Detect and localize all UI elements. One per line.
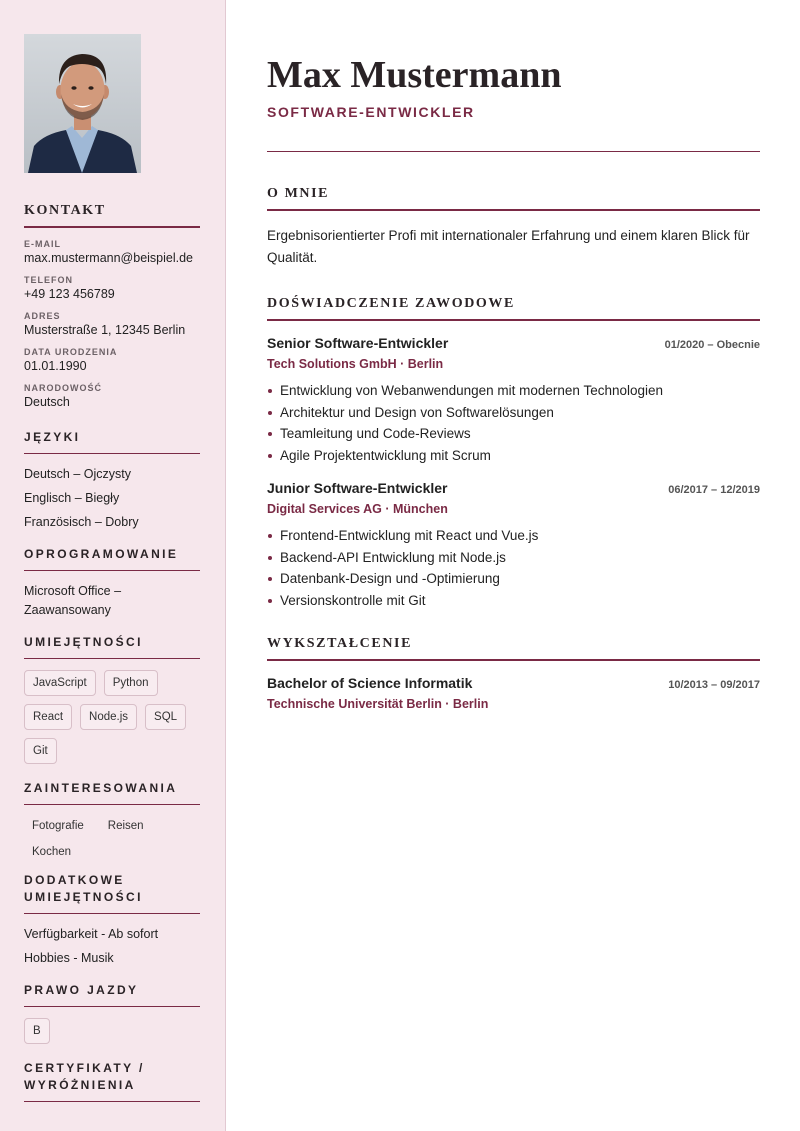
language-item: Deutsch – Ojczysty [24,467,131,481]
entry-bullets [267,380,760,466]
education-entry [267,675,760,711]
contact-label: TELEFON [24,275,73,285]
contact-label: ADRES [24,311,61,321]
bullet-item: Agile Projektentwicklung mit Scrum [267,445,760,467]
skill-tag: Git [24,738,57,764]
interest-item: Fotografie [32,820,84,832]
experience-entry [267,480,760,611]
software-heading: OPROGRAMOWANIE [24,546,200,571]
entry-header [267,675,760,691]
experience-section [267,296,760,611]
experience-heading: DOŚWIADCZENIE ZAWODOWE [267,296,760,321]
about-heading: O MNIE [267,186,760,211]
contact-value: max.mustermann@beispiel.de [24,251,194,265]
contact-label: E-MAIL [24,239,61,249]
interests-section [24,780,200,858]
entry-title: Junior Software-Entwickler [267,480,448,496]
bullet-item: Backend-API Entwicklung mit Node.js [267,547,760,569]
certificates-section [24,1060,200,1102]
profile-name: Max Mustermann [267,54,562,96]
interest-item: Reisen [107,820,144,832]
profile-photo [24,34,141,173]
contact-item-address [24,311,200,337]
contact-value: 01.01.1990 [24,359,87,373]
bullet-item: Architektur und Design von Softwarelösungen [267,402,760,424]
bullet-item: Entwicklung von Webanwendungen mit modernen Technologien [267,380,760,402]
entry-date: 10/2013 – 09/2017 [668,679,760,691]
contact-section [24,203,200,409]
contact-heading: KONTAKT [24,203,200,228]
entry-title: Senior Software-Entwickler [267,335,449,351]
skill-tag: SQL [145,704,186,730]
bullet-item: Versionskontrolle mit Git [267,590,760,612]
entry-company: Digital Services AG · München [267,502,448,516]
entry-header [267,480,760,496]
sidebar [0,0,226,1131]
license-tags [24,1018,200,1044]
about-text: Ergebnisorientierter Profi mit internationaler Erfahrung und einem klaren Blick für Qualität. [267,228,750,265]
contact-label: DATA URODZENIA [24,347,118,357]
license-tag: B [24,1018,50,1044]
entry-title: Bachelor of Science Informatik [267,675,473,691]
software-item: Microsoft Office – Zaawansowany [24,584,122,617]
entry-company: Tech Solutions GmbH · Berlin [267,357,444,371]
interests-list [24,816,200,858]
contact-item-phone [24,275,200,301]
contact-value: +49 123 456789 [24,287,115,301]
entry-date: 06/2017 – 12/2019 [668,484,760,496]
certificates-heading: CERTYFIKATY / WYRÓŻNIENIA [24,1060,200,1102]
contact-item-email [24,239,200,265]
skill-tag: Python [104,670,158,696]
interest-item: Kochen [32,846,72,858]
driving-license-section [24,982,200,1044]
interests-heading: ZAINTERESOWANIA [24,780,200,805]
main-content [226,0,800,1131]
contact-value: Musterstraße 1, 12345 Berlin [24,323,186,337]
about-section [267,186,760,269]
experience-entry [267,335,760,466]
skill-tag: JavaScript [24,670,96,696]
skill-tag: Node.js [80,704,137,730]
language-item: Englisch – Biegły [24,491,120,505]
driving-license-heading: PRAWO JAZDY [24,982,200,1007]
additional-skills-heading: DODATKOWE UMIEJĘTNOŚCI [24,872,200,914]
contact-value: Deutsch [24,395,70,409]
bullet-item: Frontend-Entwicklung mit React und Vue.js [267,525,760,547]
skills-heading: UMIEJĘTNOŚCI [24,634,200,659]
bullet-item: Teamleitung und Code-Reviews [267,423,760,445]
language-item: Französisch – Dobry [24,515,139,529]
education-section [267,636,760,711]
additional-skill-item: Verfügbarkeit - Ab sofort [24,927,159,941]
contact-label: NARODOWOŚĆ [24,383,102,393]
skill-tag: React [24,704,72,730]
entry-bullets [267,525,760,611]
education-heading: WYKSZTAŁCENIE [267,636,760,661]
entry-header [267,335,760,351]
contact-item-nationality [24,383,200,409]
additional-skill-item: Hobbies - Musik [24,951,114,965]
entry-school: Technische Universität Berlin · Berlin [267,697,489,711]
languages-section [24,429,200,532]
entry-date: 01/2020 – Obecnie [664,339,760,351]
skills-tags [24,670,200,764]
additional-skills-section [24,872,200,968]
profile-title: SOFTWARE-ENTWICKLER [267,104,760,152]
contact-item-birthdate [24,347,200,373]
skills-section [24,634,200,764]
bullet-item: Datenbank-Design und -Optimierung [267,568,760,590]
languages-heading: JĘZYKI [24,429,200,454]
software-section [24,546,200,620]
